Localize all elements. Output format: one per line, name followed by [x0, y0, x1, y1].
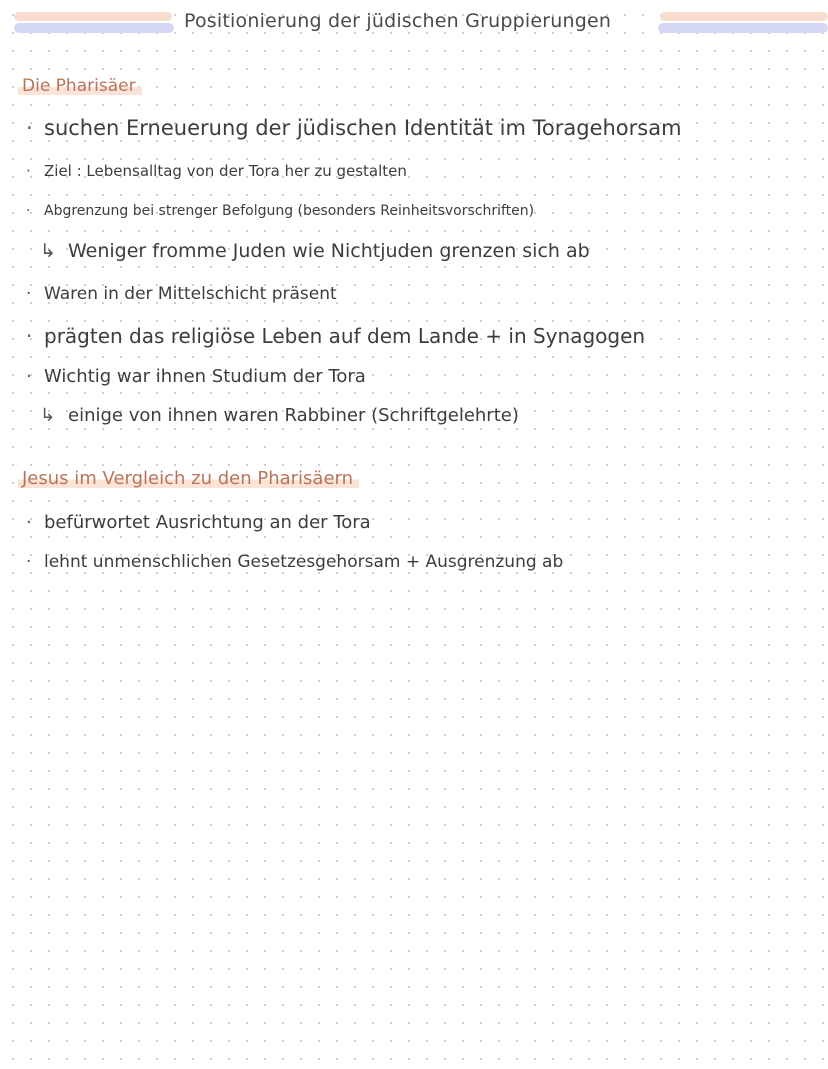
bullet-marker: · [26, 366, 32, 387]
bullet-marker: · [26, 203, 31, 219]
list-item [26, 162, 407, 180]
highlighter-stripe [658, 23, 828, 33]
bullet-marker: · [26, 512, 32, 533]
highlighter-stripe [14, 23, 174, 33]
section-heading: Jesus im Vergleich zu den Pharisäern [18, 468, 359, 489]
list-item-sub [22, 240, 590, 262]
bullet-marker: · [26, 162, 31, 180]
list-item-text: befürwortet Ausrichtung an der Tora [44, 512, 371, 533]
list-item-text: Abgrenzung bei strenger Befolgung (besonders Reinheitsvorschriften) [44, 203, 535, 219]
list-item-text: prägten das religiöse Leben auf dem Lande + in Synagogen [44, 324, 646, 348]
bullet-marker: · [26, 284, 32, 304]
highlighter-stripe [660, 12, 828, 21]
list-item-text: lehnt unmenschlichen Gesetzesgehorsam + Ausgrenzung ab [44, 552, 564, 572]
list-item [26, 512, 371, 533]
highlighter-stripe [14, 12, 172, 21]
title-banner [0, 8, 828, 44]
bullet-marker: · [26, 552, 32, 572]
list-item-sub [22, 405, 519, 426]
list-item-text: einige von ihnen waren Rabbiner (Schriftgelehrte) [68, 405, 519, 426]
arrow-icon: ↳ [40, 240, 56, 262]
section-heading: Die Pharisäer [18, 76, 142, 96]
arrow-icon: ↳ [40, 405, 56, 426]
list-item [26, 366, 366, 387]
list-item-text: Waren in der Mittelschicht präsent [44, 284, 337, 304]
list-item [26, 284, 337, 304]
list-item [26, 116, 682, 140]
bullet-marker: · [26, 324, 33, 348]
list-item [26, 203, 534, 219]
list-item [26, 324, 645, 348]
list-item-text: Weniger fromme Juden wie Nichtjuden grenzen sich ab [68, 240, 590, 262]
list-item-text: Wichtig war ihnen Studium der Tora [44, 366, 366, 387]
bullet-marker: · [26, 116, 33, 140]
list-item [26, 552, 563, 572]
page-title: Positionierung der jüdischen Gruppierungen [184, 10, 612, 32]
list-item-text: Ziel : Lebensalltag von der Tora her zu gestalten [44, 162, 407, 180]
list-item-text: suchen Erneuerung der jüdischen Identität im Toragehorsam [44, 116, 682, 140]
